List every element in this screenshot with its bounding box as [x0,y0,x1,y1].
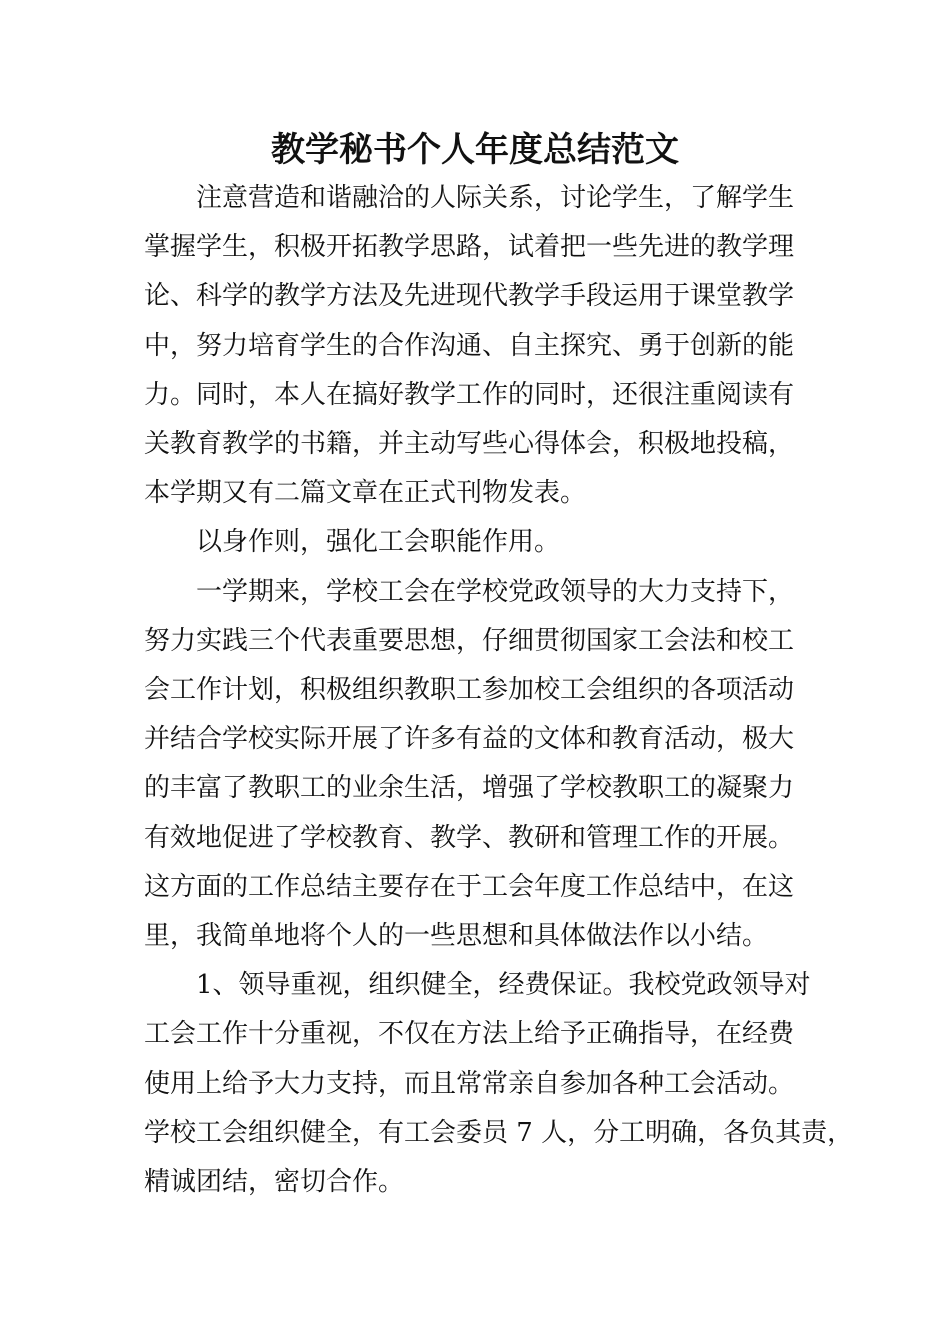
paragraph-line: 注意营造和谐融洽的人际关系，讨论学生，了解学生 [196,183,795,213]
paragraph-line: 并结合学校实际开展了许多有益的文体和教育活动，极大 [144,724,795,755]
paragraph-line: 一学期来，学校工会在学校党政领导的大力支持下， [196,576,795,607]
paragraph-line: 工会工作十分重视，不仅在方法上给予正确指导，在经费 [144,1019,795,1050]
paragraph-line: 使用上给予大力支持，而且常常亲自参加各种工会活动。 [144,1068,795,1099]
paragraph-line: 里，我简单地将个人的一些思想和具体做法作以小结。 [144,921,769,952]
paragraph-line: 1、领导重视，组织健全，经费保证。我校党政领导对 [196,970,811,1001]
paragraph-line: 有效地促进了学校教育、教学、教研和管理工作的开展。 [144,822,795,853]
paragraph-line: 以身作则，强化工会职能作用。 [196,527,561,558]
document-body [144,174,854,1207]
paragraph-1 [144,174,824,518]
paragraph-line: 学校工会组织健全，有工会委员 7 人，分工明确，各负其责， [144,1117,854,1148]
paragraph-2 [144,518,824,567]
paragraph-line: 会工作计划，积极组织教职工参加校工会组织的各项活动 [144,675,795,706]
paragraph-line: 关教育教学的书籍，并主动写些心得体会，积极地投稿， [144,429,795,460]
document-title: 教学秘书个人年度总结范文 [271,130,679,170]
paragraph-line: 中，努力培育学生的合作沟通、自主探究、勇于创新的能 [144,330,795,361]
paragraph-line: 的丰富了教职工的业余生活，增强了学校教职工的凝聚力 [144,773,795,804]
paragraph-4 [144,961,854,1207]
paragraph-line: 这方面的工作总结主要存在于工会年度工作总结中，在这 [144,871,795,902]
paragraph-line: 精诚团结，密切合作。 [144,1167,405,1198]
paragraph-line: 努力实践三个代表重要思想，仔细贯彻国家工会法和校工 [144,625,795,656]
paragraph-line: 本学期又有二篇文章在正式刊物发表。 [144,478,587,509]
paragraph-line: 论、科学的教学方法及先进现代教学手段运用于课堂教学 [144,281,795,312]
paragraph-line: 力。同时，本人在搞好教学工作的同时，还很注重阅读有 [144,379,795,410]
paragraph-3 [144,568,824,962]
paragraph-line: 掌握学生，积极开拓教学思路，试着把一些先进的教学理 [144,232,795,263]
